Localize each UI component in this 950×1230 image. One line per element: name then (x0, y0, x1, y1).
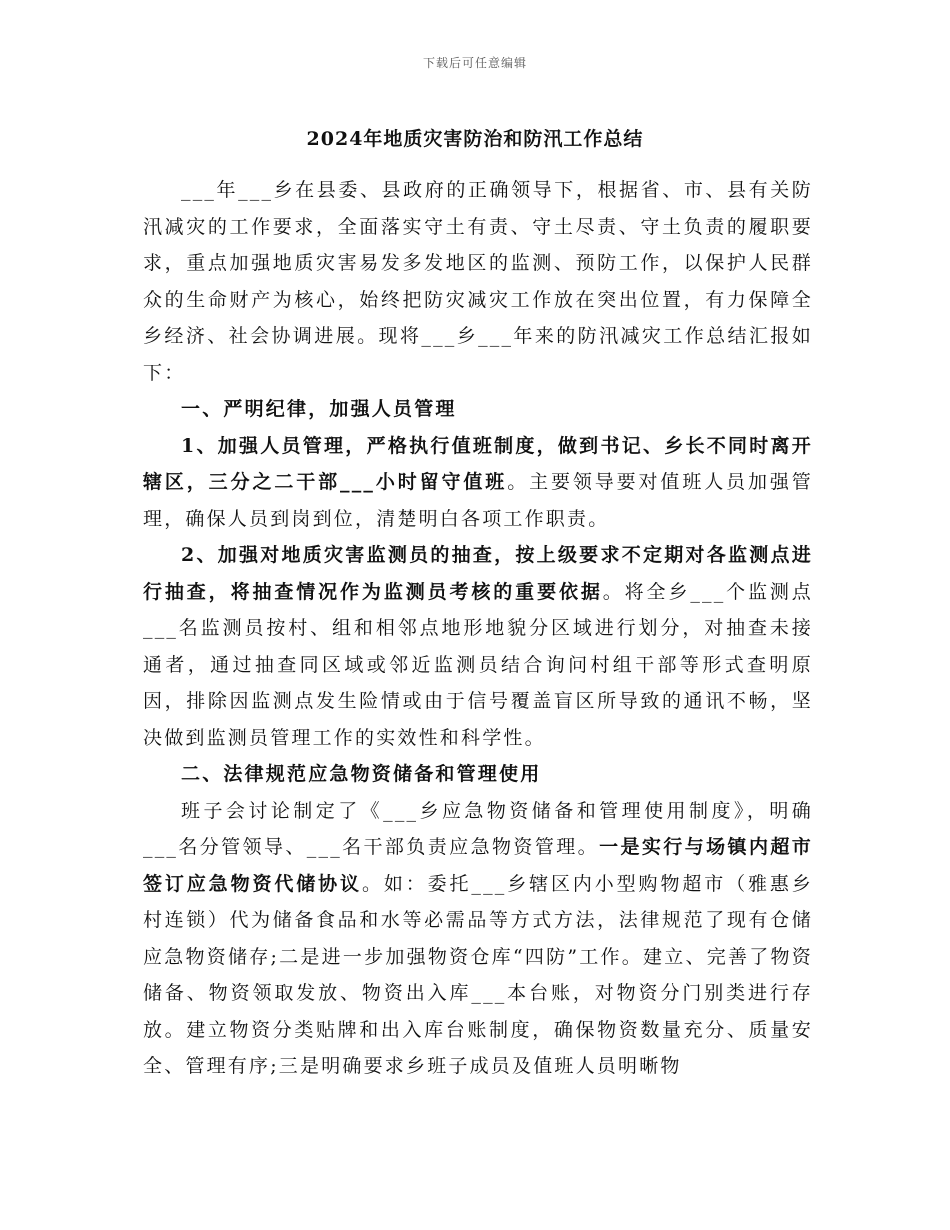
section-1-item-1 (143, 428, 813, 538)
section-2-heading: 二、法律规范应急物资储备和管理使用 (181, 763, 542, 785)
section-1-item-2 (143, 537, 813, 756)
section-2-paragraph-start: 班子会讨论制定了《___乡应急物资储备和管理使用制度》，明确___名分管领导、___名干部负责应急物资管理。 (143, 799, 813, 858)
section-2-paragraph (143, 793, 813, 1085)
section-1-heading: 一、严明纪律，加强人员管理 (181, 398, 457, 420)
intro-paragraph: ___年___乡在县委、县政府的正确领导下，根据省、市、县有关防汛减灾的工作要求，全面落实守土有责、守土尽责、守土负责的履职要求，重点加强地质灾害易发多发地区的监测、预防工作，以保护人民群众的生命财产为核心，始终把防灾减灾工作放在突出位置，有力保障全乡经济、社会协调进展。现将___乡___年来的防汛减灾工作总结汇报如下： (143, 179, 813, 384)
page-header-note: 下载后可任意编辑 (422, 56, 527, 70)
section-1-item-2-lead: 2、加强对地质灾害监测员的抽查，按上级要求不定期对各监测点进行抽查，将抽查情况作为监测员考核的重要依据 (143, 544, 813, 603)
section-2-paragraph-lead: 一是实行与场镇内超市签订应急物资代储协议 (143, 836, 813, 895)
section-1-item-1-lead: 1、加强人员管理，严格执行值班制度，做到书记、乡长不同时离开辖区，三分之二干部___小时留守值班 (143, 434, 813, 493)
document-title: 2024年地质灾害防治和防汛工作总结 (306, 128, 644, 150)
document-body (143, 172, 813, 1085)
section-1-item-1-text: 。主要领导要对值班人员加强管理，确保人员到岗到位，清楚明白各项工作职责。 (143, 471, 813, 530)
section-2-paragraph-text: 。如：委托___乡辖区内小型购物超市（雅惠乡村连锁）代为储备食品和水等必需品等方式方法，法律规范了现有仓储应急物资储存;二是进一步加强物资仓库“四防”工作。建立、完善了物资储备、物资领取发放、物资出入库___本台账，对物资分门别类进行存放。建立物资分类贴牌和出入库台账制度，确保物资数量充分、质量安全、管理有序;三是明确要求乡班子成员及值班人员明晰物 (143, 872, 813, 1077)
section-1-item-2-text: 。将全乡___个监测点___名监测员按村、组和相邻点地形地貌分区域进行划分，对抽查未接通者，通过抽查同区域或邻近监测员结合询问村组干部等形式查明原因，排除因监测点发生险情或由于信号覆盖盲区所导致的通讯不畅，坚决做到监测员管理工作的实效性和科学性。 (143, 580, 814, 749)
